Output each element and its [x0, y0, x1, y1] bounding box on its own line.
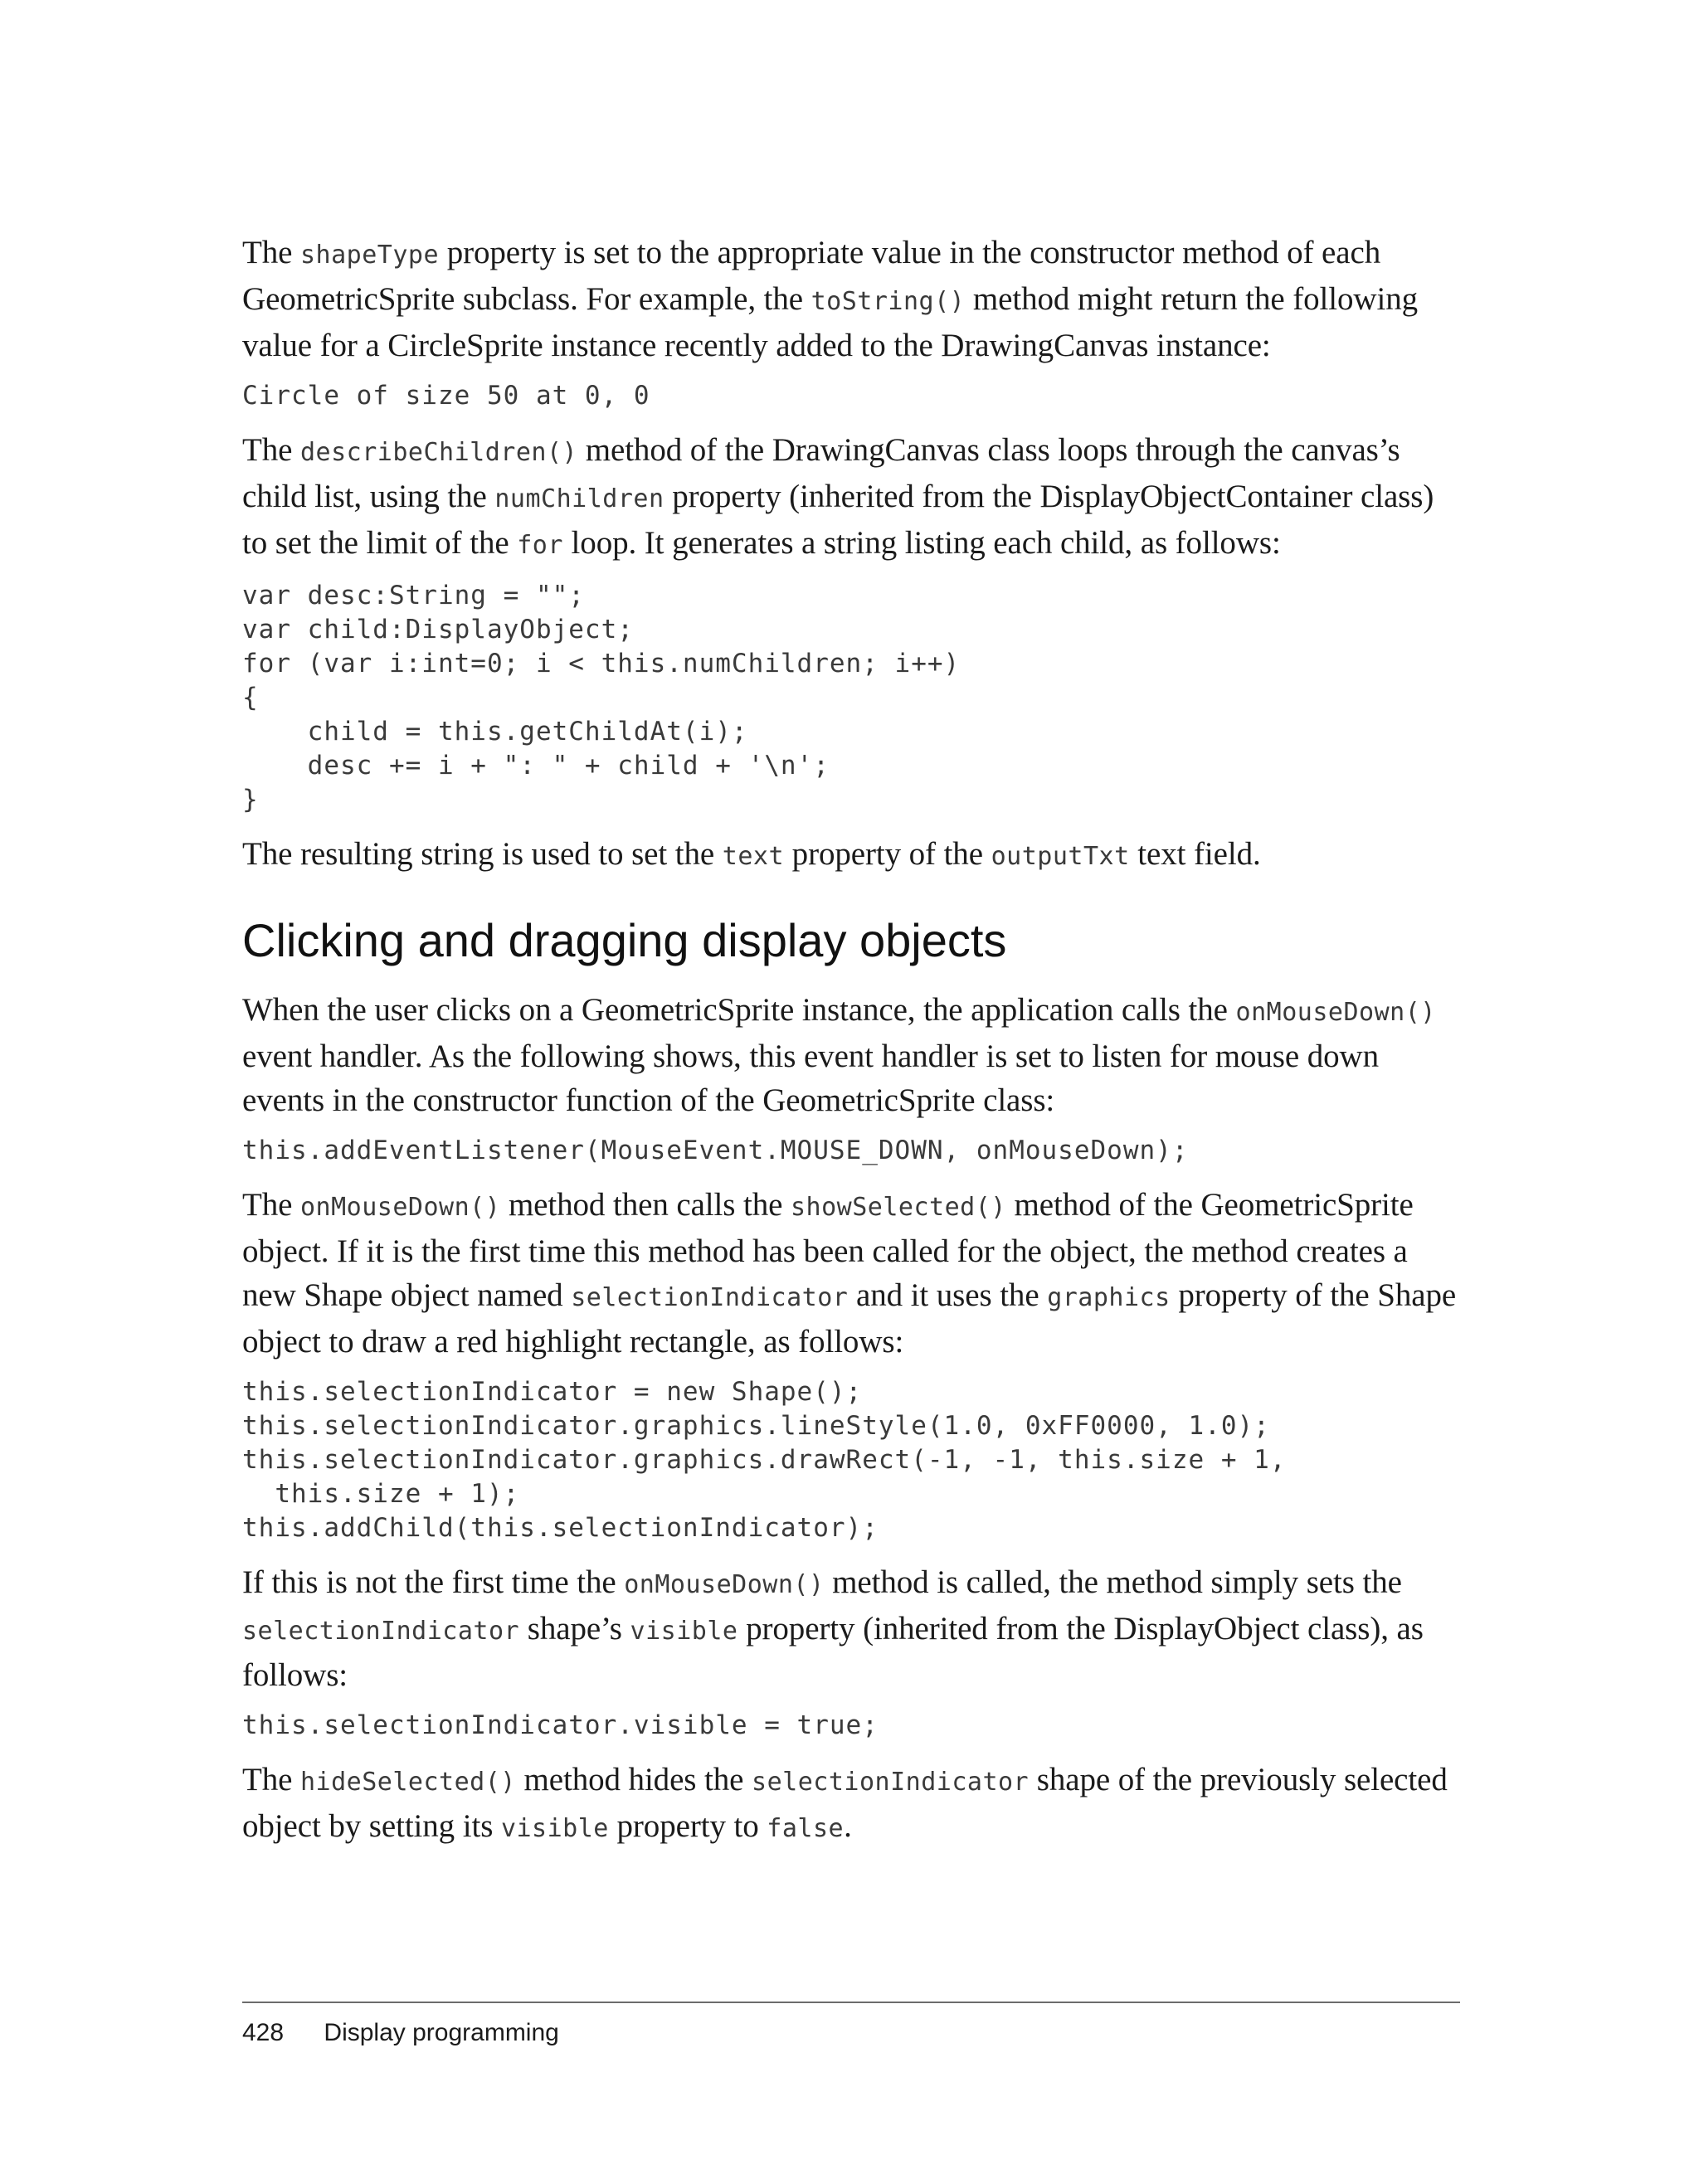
inline-code: visible — [630, 1617, 738, 1646]
inline-code: hideSelected() — [299, 1768, 516, 1797]
code-line: desc += i + ": " + child + '\n'; — [242, 751, 830, 781]
inline-code: for — [517, 531, 563, 560]
code-line: this.size + 1); — [242, 1479, 520, 1509]
text-run: When the user clicks on a GeometricSprite instance, the application calls the — [242, 992, 1236, 1028]
inline-code: false — [767, 1814, 845, 1843]
text-run: loop. It generates a string listing each child, as follows: — [562, 525, 1281, 561]
code-line: this.addEventListener(MouseEvent.MOUSE_DOWN, onMouseDown); — [242, 1136, 1189, 1165]
paragraph — [242, 832, 1460, 878]
paragraph — [242, 1758, 1460, 1851]
inline-code: onMouseDown() — [299, 1193, 501, 1222]
text-run: text field. — [1129, 836, 1261, 872]
text-run: . — [844, 1808, 852, 1844]
text-run: property of the Shape object to draw a red highlight rectangle, as follows: — [242, 1277, 1457, 1360]
inline-code: selectionIndicator — [752, 1768, 1030, 1797]
paragraph — [242, 428, 1460, 567]
footer-divider — [242, 2002, 1460, 2003]
paragraph — [242, 1560, 1460, 1697]
inline-code: selectionIndicator — [242, 1617, 520, 1646]
text-run: property to — [608, 1808, 767, 1844]
page-footer — [242, 2019, 559, 2047]
inline-code: onMouseDown() — [624, 1570, 825, 1599]
text-run: If this is not the first time the — [242, 1564, 625, 1600]
inline-code: visible — [500, 1814, 609, 1843]
inline-code: numChildren — [494, 484, 665, 513]
code-line: this.selectionIndicator.visible = true; — [242, 1710, 879, 1740]
text-run: method of the DrawingCanvas class loops through the canvas’s child list, using the — [242, 432, 1400, 514]
text-run: The — [242, 235, 300, 270]
code-line: for (var i:int=0; i < this.numChildren; i++) — [242, 649, 961, 679]
page-number: 428 — [242, 2019, 285, 2046]
code-line: this.selectionIndicator.graphics.drawRect(-1, -1, this.size + 1, — [242, 1445, 1287, 1475]
inline-code: onMouseDown() — [1235, 998, 1436, 1027]
code-block — [242, 1134, 1460, 1168]
text-run: method might return the following value for a CircleSprite instance recently added to the DrawingCanvas instance: — [242, 281, 1418, 363]
code-line: var child:DisplayObject; — [242, 615, 634, 644]
text-run: method is called, the method simply sets the — [824, 1564, 1402, 1600]
code-block — [242, 379, 1460, 413]
code-line: Circle of size 50 at 0, 0 — [242, 381, 650, 411]
code-line: this.addChild(this.selectionIndicator); — [242, 1513, 879, 1543]
text-run: event handler. As the following shows, this event handler is set to listen for mouse down events in the constructor function of the GeometricSprite class: — [242, 1038, 1379, 1118]
code-line: var desc:String = ""; — [242, 581, 585, 610]
document-page — [242, 231, 1460, 1862]
text-run: method of the GeometricSprite object. If it is the first time this method has been called for the object, the method creates a new Shape object named — [242, 1187, 1414, 1313]
text-run: shape of the previously selected object by setting its — [242, 1762, 1448, 1844]
inline-code: selectionIndicator — [571, 1283, 849, 1312]
text-run: The — [242, 432, 300, 468]
text-run: method hides the — [515, 1762, 752, 1797]
footer-section-title: Display programming — [324, 2019, 559, 2046]
inline-code: shapeType — [299, 241, 440, 270]
inline-code: toString() — [811, 287, 966, 316]
text-run: shape’s — [519, 1611, 630, 1647]
section-heading: Clicking and dragging display objects — [242, 914, 1007, 966]
inline-code: graphics — [1047, 1283, 1171, 1312]
text-run: property (inherited from the DisplayObjectContainer class) to set the limit of the — [242, 479, 1434, 561]
code-block — [242, 1375, 1460, 1545]
inline-code: describeChildren() — [299, 438, 578, 467]
inline-code: showSelected() — [791, 1193, 1006, 1222]
text-run: The — [242, 1762, 300, 1797]
text-run: method then calls the — [500, 1187, 791, 1223]
code-line: child = this.getChildAt(i); — [242, 717, 748, 747]
paragraph — [242, 988, 1460, 1122]
text-run: property (inherited from the DisplayObject class), as follows: — [242, 1611, 1424, 1693]
text-run: property of the — [784, 836, 991, 872]
paragraph — [242, 231, 1460, 367]
text-run: The — [242, 1187, 300, 1223]
text-run: and it uses the — [848, 1277, 1048, 1313]
code-line: this.selectionIndicator.graphics.lineStyle(1.0, 0xFF0000, 1.0); — [242, 1411, 1270, 1441]
text-run: property is set to the appropriate value in the constructor method of each GeometricSprite subclass. For example, the — [242, 235, 1381, 317]
code-block — [242, 1709, 1460, 1743]
code-line: } — [242, 785, 259, 815]
code-line: this.selectionIndicator = new Shape(); — [242, 1377, 863, 1407]
code-line: { — [242, 683, 259, 713]
text-run: The resulting string is used to set the — [242, 836, 723, 872]
paragraph — [242, 1183, 1460, 1364]
code-block — [242, 579, 1460, 817]
inline-code: text — [722, 842, 785, 871]
inline-code: outputTxt — [991, 842, 1130, 871]
